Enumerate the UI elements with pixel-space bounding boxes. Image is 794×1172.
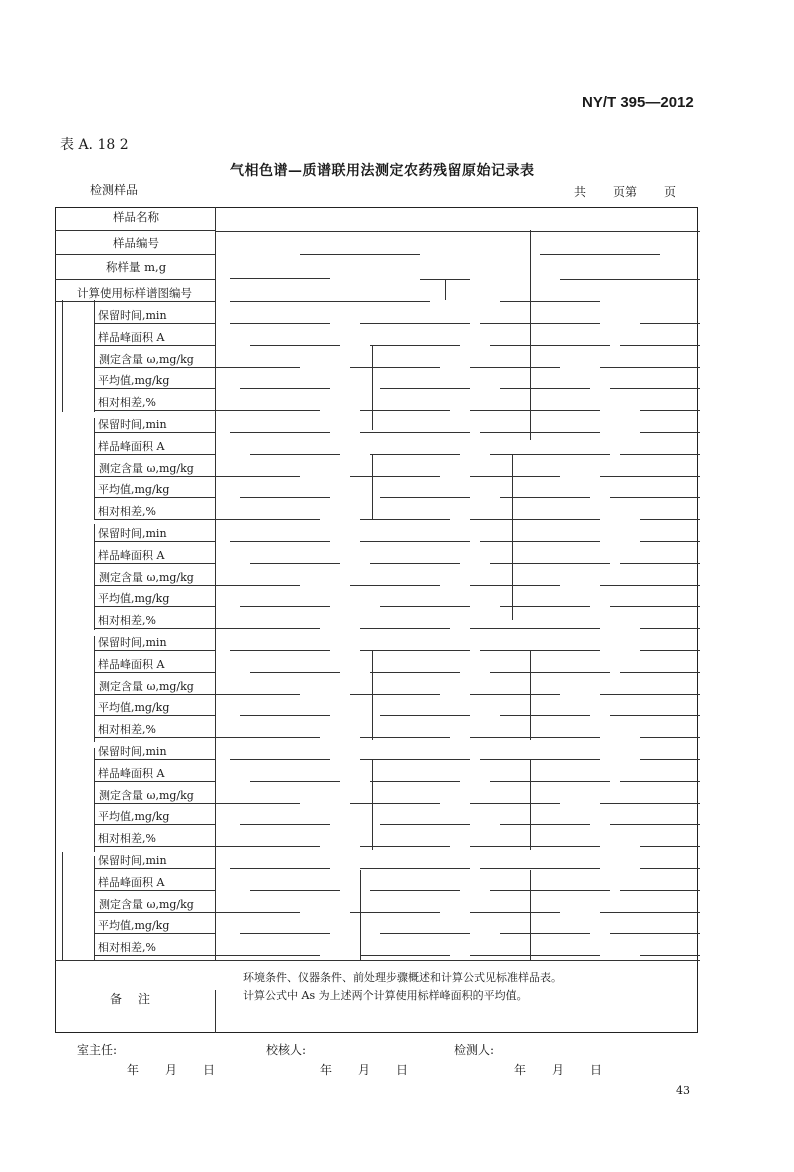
row-label-measured-content: 测定含量 ω,mg/kg: [99, 570, 194, 584]
rule-line: [94, 933, 215, 934]
rule-line: [360, 955, 450, 956]
rule-line: [530, 760, 531, 850]
rule-line: [360, 519, 450, 520]
rule-line: [215, 476, 300, 477]
rule-line: [480, 868, 600, 869]
rule-line: [500, 497, 590, 498]
row-label-peak-area: 样品峰面积 A: [98, 330, 165, 344]
rule-line: [94, 856, 95, 960]
rule-line: [215, 912, 300, 913]
rule-line: [380, 933, 470, 934]
rule-line: [360, 628, 450, 629]
rule-line: [215, 990, 216, 1033]
rule-line: [55, 254, 215, 255]
row-label-standard-chart-id: 计算使用标样谱图编号: [77, 286, 192, 300]
row-label-relative-diff: 相对相差,%: [98, 396, 156, 410]
rule-line: [380, 497, 470, 498]
rule-line: [215, 846, 320, 847]
row-label-relative-diff: 相对相差,%: [98, 505, 156, 519]
rule-line: [300, 254, 420, 255]
rule-line: [370, 781, 460, 782]
rule-line: [94, 367, 215, 368]
rule-line: [640, 628, 700, 629]
rule-line: [372, 455, 373, 520]
rule-line: [230, 650, 330, 651]
row-label-average: 平均值,mg/kg: [98, 701, 170, 715]
rule-line: [215, 207, 216, 960]
rule-line: [470, 737, 600, 738]
rule-line: [350, 585, 440, 586]
rule-line: [530, 650, 531, 740]
row-label-measured-content: 测定含量 ω,mg/kg: [99, 461, 194, 475]
rule-line: [490, 672, 610, 673]
rule-line: [94, 803, 215, 804]
rule-line: [600, 476, 700, 477]
rule-line: [372, 760, 373, 850]
rule-line: [350, 476, 440, 477]
rule-line: [620, 781, 700, 782]
rule-line: [94, 759, 215, 760]
rule-line: [470, 955, 600, 956]
rule-line: [470, 519, 600, 520]
row-label-peak-area: 样品峰面积 A: [98, 766, 165, 780]
rule-line: [360, 737, 450, 738]
row-label-average: 平均值,mg/kg: [98, 374, 170, 388]
row-label-retention-time: 保留时间,min: [98, 636, 167, 649]
row-label-sample-number: 样品编号: [113, 236, 159, 250]
row-label-peak-area: 样品峰面积 A: [98, 657, 165, 671]
rule-line: [480, 650, 600, 651]
rule-line: [640, 519, 700, 520]
rule-line: [94, 476, 215, 477]
rule-line: [215, 367, 300, 368]
rule-line: [94, 781, 215, 782]
rule-line: [360, 868, 470, 869]
rule-line: [490, 454, 610, 455]
rule-line: [640, 432, 700, 433]
rule-line: [600, 803, 700, 804]
rule-line: [360, 541, 470, 542]
rule-line: [640, 846, 700, 847]
rule-line: [250, 890, 340, 891]
pager-page: 页第: [613, 185, 638, 199]
rule-line: [230, 278, 330, 279]
pager-total: 共: [574, 185, 587, 199]
rule-line: [94, 694, 215, 695]
rule-line: [640, 759, 700, 760]
rule-line: [94, 541, 215, 542]
rule-line: [250, 345, 340, 346]
rule-line: [512, 455, 513, 620]
rule-line: [640, 955, 700, 956]
rule-line: [215, 694, 300, 695]
rule-line: [62, 300, 63, 412]
rule-line: [94, 410, 215, 411]
rule-line: [620, 345, 700, 346]
rule-line: [370, 454, 460, 455]
rule-line: [55, 301, 215, 302]
rule-line: [372, 650, 373, 740]
rule-line: [490, 890, 610, 891]
rule-line: [350, 912, 440, 913]
rule-line: [240, 933, 330, 934]
rule-line: [370, 890, 460, 891]
director-label: 室主任:: [77, 1043, 118, 1057]
row-label-sample-name: 样品名称: [113, 210, 159, 224]
rule-line: [480, 323, 600, 324]
rule-line: [490, 563, 610, 564]
row-label-measured-content: 测定含量 ω,mg/kg: [99, 897, 194, 911]
rule-line: [600, 585, 700, 586]
rule-line: [230, 301, 430, 302]
remarks-label: 备注: [110, 992, 167, 1006]
row-label-retention-time: 保留时间,min: [98, 418, 167, 431]
rule-line: [500, 933, 590, 934]
rule-line: [94, 636, 95, 742]
rule-line: [470, 628, 600, 629]
rule-line: [230, 868, 330, 869]
rule-line: [360, 650, 470, 651]
row-label-average: 平均值,mg/kg: [98, 919, 170, 933]
rule-line: [500, 606, 590, 607]
rule-line: [215, 410, 320, 411]
rule-line: [55, 279, 215, 280]
row-label-retention-time: 保留时间,min: [98, 527, 167, 540]
rule-line: [350, 367, 440, 368]
rule-line: [640, 410, 700, 411]
rule-line: [372, 346, 373, 430]
rule-line: [620, 563, 700, 564]
rule-line: [360, 846, 450, 847]
rule-line: [55, 230, 215, 231]
rule-line: [360, 759, 470, 760]
rule-line: [560, 279, 700, 280]
reviewer-date: 年月日: [320, 1063, 435, 1077]
tester-date: 年月日: [514, 1063, 629, 1077]
rule-line: [490, 781, 610, 782]
row-label-retention-time: 保留时间,min: [98, 745, 167, 758]
rule-line: [610, 824, 700, 825]
rule-line: [640, 323, 700, 324]
rule-line: [94, 519, 215, 520]
rule-line: [240, 824, 330, 825]
rule-line: [640, 541, 700, 542]
rule-line: [600, 912, 700, 913]
rule-line: [230, 323, 330, 324]
rule-line: [610, 497, 700, 498]
rule-line: [55, 960, 700, 961]
rule-line: [94, 432, 215, 433]
rule-line: [94, 563, 215, 564]
rule-line: [94, 846, 215, 847]
rule-line: [230, 759, 330, 760]
rule-line: [94, 650, 215, 651]
rule-line: [215, 737, 320, 738]
row-label-sample-weight: 称样量 m,g: [106, 260, 167, 274]
pager-end: 页: [664, 185, 677, 199]
rule-line: [610, 715, 700, 716]
rule-line: [530, 870, 531, 960]
rule-line: [94, 418, 95, 520]
rule-line: [240, 497, 330, 498]
rule-line: [600, 367, 700, 368]
rule-line: [94, 388, 215, 389]
rule-line: [620, 672, 700, 673]
row-label-average: 平均值,mg/kg: [98, 483, 170, 497]
tester-label: 检测人:: [454, 1043, 495, 1057]
rule-line: [620, 890, 700, 891]
standard-code: NY/T 395—2012: [582, 94, 694, 111]
row-label-average: 平均值,mg/kg: [98, 810, 170, 824]
rule-line: [250, 781, 340, 782]
rule-line: [380, 606, 470, 607]
director-date: 年月日: [127, 1063, 242, 1077]
rule-line: [470, 585, 560, 586]
rule-line: [94, 300, 95, 412]
row-label-relative-diff: 相对相差,%: [98, 614, 156, 628]
rule-line: [470, 803, 560, 804]
rule-line: [480, 541, 600, 542]
rule-line: [470, 846, 600, 847]
row-label-retention-time: 保留时间,min: [98, 309, 167, 322]
rule-line: [500, 388, 590, 389]
rule-line: [360, 432, 470, 433]
rule-line: [240, 606, 330, 607]
rule-line: [610, 388, 700, 389]
rule-line: [94, 345, 215, 346]
row-label-peak-area: 样品峰面积 A: [98, 439, 165, 453]
rule-line: [250, 563, 340, 564]
row-label-measured-content: 测定含量 ω,mg/kg: [99, 679, 194, 693]
rule-line: [94, 737, 215, 738]
rule-line: [370, 672, 460, 673]
page-number: 43: [676, 1084, 690, 1097]
rule-line: [480, 759, 600, 760]
rule-line: [250, 672, 340, 673]
rule-line: [240, 715, 330, 716]
rule-line: [94, 748, 95, 852]
form-title: 气相色谱—质谱联用法测定农药残留原始记录表: [230, 163, 535, 179]
rule-line: [230, 432, 330, 433]
rule-line: [240, 388, 330, 389]
rule-line: [470, 367, 560, 368]
remarks-line-2: 计算公式中 As 为上述两个计算使用标样峰面积的平均值。: [243, 989, 528, 1002]
rule-line: [610, 606, 700, 607]
rule-line: [360, 410, 450, 411]
rule-line: [480, 432, 600, 433]
row-label-relative-diff: 相对相差,%: [98, 832, 156, 846]
row-label-measured-content: 测定含量 ω,mg/kg: [99, 352, 194, 366]
rule-line: [215, 585, 300, 586]
rule-line: [540, 254, 660, 255]
rule-line: [94, 454, 215, 455]
rule-line: [215, 231, 700, 232]
row-label-relative-diff: 相对相差,%: [98, 723, 156, 737]
rule-line: [94, 715, 215, 716]
rule-line: [500, 301, 600, 302]
rule-line: [350, 803, 440, 804]
rule-line: [370, 563, 460, 564]
table-number: 表 A. 18 2: [60, 137, 129, 153]
rule-line: [94, 890, 215, 891]
row-label-relative-diff: 相对相差,%: [98, 941, 156, 955]
rule-line: [94, 323, 215, 324]
rule-line: [250, 454, 340, 455]
rule-line: [94, 824, 215, 825]
rule-line: [470, 410, 600, 411]
rule-line: [470, 694, 560, 695]
row-label-peak-area: 样品峰面积 A: [98, 548, 165, 562]
rule-line: [62, 852, 63, 960]
rule-line: [94, 628, 215, 629]
rule-line: [215, 955, 320, 956]
rule-line: [380, 824, 470, 825]
rule-line: [640, 868, 700, 869]
rule-line: [94, 672, 215, 673]
rule-line: [640, 737, 700, 738]
rule-line: [94, 955, 215, 956]
rule-line: [370, 345, 460, 346]
sample-label: 检测样品: [90, 183, 139, 197]
row-label-peak-area: 样品峰面积 A: [98, 875, 165, 889]
rule-line: [94, 868, 215, 869]
rule-line: [640, 650, 700, 651]
rule-line: [490, 345, 610, 346]
rule-line: [215, 803, 300, 804]
rule-line: [445, 279, 446, 300]
rule-line: [530, 230, 531, 440]
rule-line: [94, 524, 95, 630]
rule-line: [600, 694, 700, 695]
rule-line: [230, 541, 330, 542]
rule-line: [500, 715, 590, 716]
rule-line: [380, 715, 470, 716]
rule-line: [215, 628, 320, 629]
rule-line: [620, 454, 700, 455]
rule-line: [380, 388, 470, 389]
rule-line: [94, 606, 215, 607]
row-label-average: 平均值,mg/kg: [98, 592, 170, 606]
rule-line: [470, 476, 560, 477]
rule-line: [360, 870, 361, 960]
rule-line: [350, 694, 440, 695]
rule-line: [215, 519, 320, 520]
rule-line: [94, 585, 215, 586]
rule-line: [360, 323, 470, 324]
rule-line: [610, 933, 700, 934]
rule-line: [500, 824, 590, 825]
remarks-line-1: 环境条件、仪器条件、前处理步骤概述和计算公式见标准样品表。: [243, 971, 562, 984]
row-label-measured-content: 测定含量 ω,mg/kg: [99, 788, 194, 802]
rule-line: [470, 912, 560, 913]
reviewer-label: 校核人:: [266, 1043, 307, 1057]
rule-line: [94, 497, 215, 498]
row-label-retention-time: 保留时间,min: [98, 854, 167, 867]
rule-line: [94, 912, 215, 913]
